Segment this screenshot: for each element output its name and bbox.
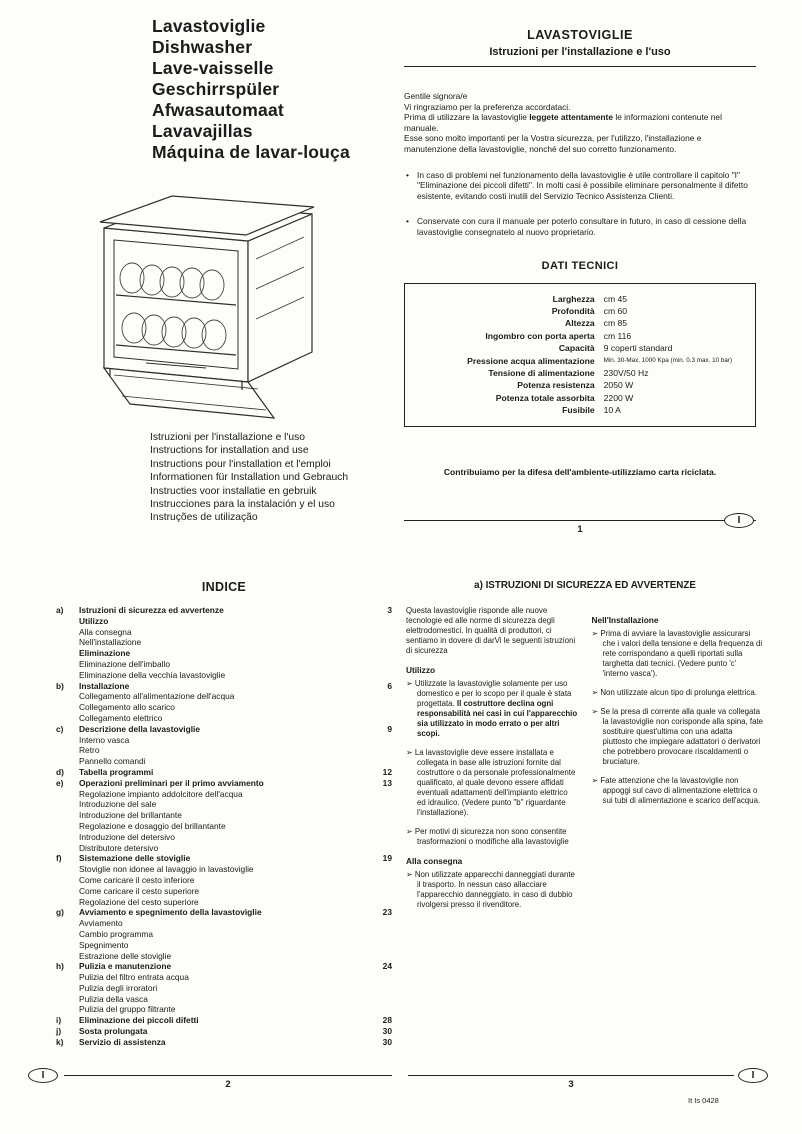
index-page-number <box>370 637 392 648</box>
tech-data-box <box>404 283 756 427</box>
index-letter <box>56 843 79 854</box>
circled-i-badge-1: I <box>724 513 754 528</box>
cover-caption-line: Instructions pour l'installation et l'emploi <box>150 458 331 470</box>
tech-label: Larghezza <box>552 293 595 304</box>
index-row <box>56 875 392 886</box>
index-page-number <box>370 864 392 875</box>
index-letter <box>56 972 79 983</box>
cover-title-line: Máquina de lavar-louça <box>152 142 350 162</box>
page1-header <box>404 12 756 67</box>
index-letter <box>56 616 79 627</box>
index-entry-text: Sistemazione delle stoviglie <box>79 853 191 864</box>
index-row <box>56 616 392 627</box>
tech-data-row <box>411 367 749 379</box>
index-letter <box>56 745 79 756</box>
index-letter <box>56 756 79 767</box>
circled-i-badge-3: I <box>738 1068 768 1083</box>
safety-item <box>592 629 765 679</box>
index-page-number <box>370 1004 392 1015</box>
index-row <box>56 648 392 659</box>
text-segment: le informazioni contenute nel manuale. <box>404 112 722 133</box>
safety-item <box>592 707 765 767</box>
bullet-item <box>404 216 756 237</box>
index-page-number <box>370 745 392 756</box>
index-page-number: 23 <box>382 907 392 918</box>
index-letter <box>56 821 79 832</box>
bullet-list <box>404 170 756 238</box>
index-letter <box>56 637 79 648</box>
text-segment: Vi ringraziamo per la preferenza accordataci. <box>404 101 571 112</box>
index-entry-text: Servizio di assistenza <box>79 1036 166 1047</box>
index-row <box>56 1026 392 1037</box>
index-page-number <box>370 918 392 929</box>
index-row <box>56 713 392 724</box>
page2-footer-rule <box>64 1075 392 1076</box>
index-row <box>56 691 392 702</box>
index-page-number <box>370 821 392 832</box>
arrow-icon: ➢ <box>406 827 415 836</box>
index-page-number: 9 <box>387 723 392 734</box>
bullet-item <box>404 170 756 202</box>
index-row <box>56 659 392 670</box>
index-letter <box>56 735 79 746</box>
tech-rows <box>411 293 749 417</box>
index-entry-text: Eliminazione della vecchia lavastoviglie <box>79 669 226 680</box>
index-letter: d) <box>56 766 64 777</box>
text-segment: Il costruttore declina ogni responsabilità nei casi in cui l'apparecchio sia utilizzato in modo errato o per altri scopi. <box>417 699 578 738</box>
intro-line <box>404 91 756 102</box>
text-segment: Prima di avviare la lavastoviglie assicurarsi che i valori della tensione e della frequenza di rete corrispondano a quelli riportati sulla targhetta dati tecnici. (Vedere punto 'c' 'interno vasca'). <box>600 629 763 678</box>
text-segment: Questa lavastoviglie risponde alle nuove tecnologie ed alle norme di sicurezza degli elettrodomestici. In qualità di produttori, ci sentiamo in dovere di darVi le seguenti istruzioni di sicurezza <box>406 606 576 655</box>
arrow-icon: ➢ <box>406 679 415 688</box>
index-entry-text: Pulizia e manutenzione <box>79 961 172 972</box>
index-letter <box>56 702 79 713</box>
cover-title-line: Lavastoviglie <box>152 16 266 36</box>
index-page-number <box>370 929 392 940</box>
index-page-number: 6 <box>387 680 392 691</box>
cover-caption-line: Instruções de utilização <box>150 512 258 524</box>
index-row <box>56 799 392 810</box>
index-row <box>56 735 392 746</box>
tech-value: cm 45 <box>603 293 628 304</box>
text-segment: leggete attentamente <box>529 112 613 123</box>
index-entry-text: Utilizzo <box>79 615 109 626</box>
index-row <box>56 853 392 864</box>
index-row <box>56 745 392 756</box>
index-letter <box>56 940 79 951</box>
index-page-number <box>370 670 392 681</box>
cover-caption-line: Instrucciones para la instalación y el uso <box>150 499 335 511</box>
tech-data-row <box>411 355 749 367</box>
safety-item <box>592 776 765 806</box>
index-row <box>56 1015 392 1026</box>
cover-title-line: Dishwasher <box>152 37 253 57</box>
index-page-number <box>370 659 392 670</box>
index-title: INDICE <box>201 580 247 594</box>
tech-label: Potenza totale assorbita <box>495 392 595 403</box>
tech-value: cm 85 <box>603 318 628 329</box>
index-row <box>56 897 392 908</box>
print-code: It Is 0428 <box>688 1096 719 1105</box>
index-letter <box>56 789 79 800</box>
index-row <box>56 832 392 843</box>
tech-value: 230V/50 Hz <box>603 367 649 378</box>
tech-data-row <box>411 305 749 317</box>
index-row <box>56 681 392 692</box>
page-3 <box>406 580 764 919</box>
index-row <box>56 972 392 983</box>
tech-value: Min. 30-Max. 1000 Kpa (min. 0.3 max. 10 bar) <box>603 356 733 364</box>
arrow-icon: ➢ <box>406 870 415 879</box>
safety-item <box>406 827 579 847</box>
tech-data-row <box>411 404 749 416</box>
index-page-number: 3 <box>387 605 392 615</box>
index-page-number <box>370 832 392 843</box>
tech-data-row <box>411 342 749 354</box>
page1-subtitle: Istruzioni per l'installazione e l'uso <box>489 46 671 58</box>
index-entry-text: Pannello comandi <box>79 756 146 767</box>
index-letter <box>56 659 79 670</box>
index-letter <box>56 810 79 821</box>
index-letter <box>56 994 79 1005</box>
index-letter: f) <box>56 853 62 864</box>
index-entry-text: Nell'installazione <box>79 637 142 648</box>
safety-col-1 <box>406 606 579 919</box>
index-letter <box>56 670 79 681</box>
index-page-number <box>370 886 392 897</box>
page3-footer-rule <box>408 1075 734 1076</box>
index-page-number: 24 <box>382 961 392 972</box>
text-segment: Non utilizzate alcun tipo di prolunga elettrica. <box>600 688 757 697</box>
index-row <box>56 940 392 951</box>
safety-subheading: Utilizzo <box>406 665 436 675</box>
tech-label: Potenza resistenza <box>517 380 595 391</box>
index-entry-text: Distributore detersivo <box>79 842 159 853</box>
text-segment: Prima di utilizzare la lavastoviglie <box>404 112 530 123</box>
index-page-number: 19 <box>382 853 392 864</box>
safety-columns <box>406 606 764 919</box>
index-letter: k) <box>56 1036 64 1047</box>
index-page-number <box>370 875 392 886</box>
bullet-text: Conservate con cura il manuale per poterlo consultare in futuro, in caso di cessione della lavastoviglie consegnatelo al nuovo proprietario. <box>417 216 747 237</box>
index-entry-text: Eliminazione dei piccoli difetti <box>79 1015 199 1026</box>
index-page-number <box>370 756 392 767</box>
index-entry-text: Introduzione del brillantante <box>79 810 182 821</box>
cover-caption-line: Istruzioni per l'installazione e l'uso <box>150 432 306 443</box>
index-row <box>56 961 392 972</box>
index-page-number <box>370 648 392 659</box>
cover-caption-line: Informationen für Installation und Gebrauch <box>150 472 349 484</box>
index-page-number <box>370 702 392 713</box>
index-row <box>56 767 392 778</box>
index-letter: h) <box>56 961 64 972</box>
tech-label: Profondità <box>551 305 595 316</box>
tech-data-row <box>411 293 749 305</box>
index-row <box>56 789 392 800</box>
index-entry-text: Introduzione del sale <box>79 799 157 810</box>
index-row <box>56 1037 392 1048</box>
safety-item <box>406 679 579 739</box>
index-row <box>56 605 392 616</box>
dishwasher-illustration <box>76 156 344 428</box>
bullet-dot-icon: • <box>406 216 409 227</box>
index-entry-text: Operazioni preliminari per il primo avviamento <box>79 777 264 788</box>
index-letter: e) <box>56 777 64 788</box>
index-letter: i) <box>56 1015 62 1026</box>
cover-title-line: Afwasautomaat <box>152 100 284 120</box>
index-row <box>56 724 392 735</box>
index-entry-text: Cambio programma <box>79 928 154 939</box>
index-letter <box>56 1004 79 1015</box>
page3-number: 3 <box>568 1079 574 1090</box>
index-row <box>56 1004 392 1015</box>
index-letter: a) <box>56 605 64 615</box>
index-letter <box>56 713 79 724</box>
index-entry-text: Come caricare il cesto superiore <box>79 885 200 896</box>
index-entry-text: Sosta prolungata <box>79 1026 148 1037</box>
page2-number: 2 <box>225 1079 231 1090</box>
index-letter <box>56 799 79 810</box>
index-page-number <box>370 616 392 627</box>
tech-value: cm 116 <box>603 330 632 341</box>
index-letter: b) <box>56 680 64 691</box>
index-entry-text: Pulizia del filtro entrata acqua <box>79 972 189 983</box>
page1-footer-rule <box>404 520 756 521</box>
page1-number: 1 <box>577 524 583 535</box>
index-row <box>56 864 392 875</box>
cover-title-line: Geschirrspüler <box>152 79 280 99</box>
index-letter: j) <box>56 1026 62 1037</box>
arrow-icon: ➢ <box>591 688 601 697</box>
index-letter <box>56 897 79 908</box>
index-page-number <box>370 843 392 854</box>
index-row <box>56 994 392 1005</box>
tech-data-title: DATI TECNICI <box>541 259 619 272</box>
index-letter <box>56 929 79 940</box>
index-page-number <box>370 627 392 638</box>
index-entry-text: Avviamento <box>79 918 123 929</box>
index-entry-text: Regolazione del cesto superiore <box>79 896 199 907</box>
index-entry-text: Interno vasca <box>79 734 130 745</box>
index-page-number: 28 <box>382 1015 392 1026</box>
safety-subheading: Alla consegna <box>406 856 463 866</box>
cover-captions <box>150 431 348 525</box>
bullet-text: In caso di problemi nel funzionamento della lavastoviglie è utile controllare il capitolo "I" "Eliminazione dei piccoli difetti". In molti casi è possibile eliminare personalmente il difetto esistente, evitando costi inutili del Servizio Tecnico Assistenza Clienti. <box>417 169 748 201</box>
text-segment: Per motivi di sicurezza non sono consentite trasformazioni o modifiche alla lavastoviglie <box>414 827 569 846</box>
index-entry-text: Pulizia della vasca <box>79 993 148 1004</box>
index-entry-text: Come caricare il cesto inferiore <box>79 874 195 885</box>
index-letter <box>56 648 79 659</box>
tech-value: 10 A <box>603 405 621 416</box>
index-page-number <box>370 940 392 951</box>
text-segment: Non utilizzate apparecchi danneggiati durante il trasporto. In nessun caso allacciare l'apparecchio danneggiato. in caso di dubbio rivolgersi presso il rivenditore. <box>414 870 575 909</box>
tech-label: Fusibile <box>562 405 595 416</box>
index-row <box>56 702 392 713</box>
tech-value: cm 60 <box>603 305 628 316</box>
intro-text <box>404 91 756 155</box>
cover-title-line: Lavavajillas <box>152 121 253 141</box>
index-letter <box>56 951 79 962</box>
index-entry-text: Alla consegna <box>79 626 132 637</box>
index-page-number <box>370 713 392 724</box>
index-page-number: 12 <box>382 766 392 777</box>
index-letter <box>56 832 79 843</box>
index-row <box>56 627 392 638</box>
index-row <box>56 951 392 962</box>
index-row <box>56 670 392 681</box>
index-entry-text: Eliminazione <box>79 648 131 659</box>
index-letter <box>56 918 79 929</box>
index-entry-text: Avviamento e spegnimento della lavastoviglie <box>79 907 262 918</box>
index-entry-text: Retro <box>79 745 100 756</box>
index-entry-text: Istruzioni di sicurezza ed avvertenze <box>79 605 224 615</box>
index-list <box>56 605 392 1048</box>
index-row <box>56 756 392 767</box>
tech-label: Pressione acqua alimentazione <box>467 355 595 366</box>
index-entry-text: Collegamento all'alimentazione dell'acqua <box>79 691 235 702</box>
index-entry-text: Eliminazione dell'imballo <box>79 658 170 669</box>
arrow-icon: ➢ <box>591 629 601 638</box>
safety-item <box>406 870 579 910</box>
bullet-dot-icon: • <box>406 169 409 180</box>
tech-label: Tensione di alimentazione <box>488 367 595 378</box>
cover-caption-line: Instructions for installation and use <box>150 445 309 457</box>
cover-titles <box>152 16 350 163</box>
index-page-number <box>370 897 392 908</box>
index-page-number: 30 <box>382 1036 392 1047</box>
index-page-number <box>370 789 392 800</box>
cover-title-line: Lave-vaisselle <box>152 58 274 78</box>
index-page-number <box>370 735 392 746</box>
index-entry-text: Collegamento elettrico <box>79 712 163 723</box>
safety-section-title: a) ISTRUZIONI DI SICUREZZA ED AVVERTENZE <box>474 580 696 591</box>
index-page-number <box>370 810 392 821</box>
index-row <box>56 907 392 918</box>
index-entry-text: Estrazione delle stoviglie <box>79 950 172 961</box>
page-2 <box>56 580 392 1048</box>
tech-data-row <box>411 317 749 329</box>
text-segment: Gentile signora/e <box>404 91 468 101</box>
safety-col-2 <box>592 606 765 919</box>
tech-value: 9 coperti standard <box>603 343 673 354</box>
tech-label: Capacità <box>558 343 595 354</box>
tech-value: 2200 W <box>603 392 634 403</box>
index-entry-text: Regolazione impianto addolcitore dell'acqua <box>79 788 243 799</box>
index-letter <box>56 627 79 638</box>
arrow-icon: ➢ <box>406 748 415 757</box>
index-entry-text: Stoviglie non idonee al lavaggio in lavastoviglie <box>79 864 254 875</box>
safety-item <box>592 688 765 698</box>
tech-value: 2050 W <box>603 380 634 391</box>
circled-i-badge-2: I <box>28 1068 58 1083</box>
page-1 <box>404 12 756 477</box>
intro-line <box>404 133 756 154</box>
index-page-number <box>370 994 392 1005</box>
index-page-number: 30 <box>382 1026 392 1037</box>
index-entry-text: Descrizione della lavastoviglie <box>79 723 201 734</box>
index-entry-text: Pulizia del gruppo filtrante <box>79 1004 176 1015</box>
index-row <box>56 778 392 789</box>
index-entry-text: Installazione <box>79 680 130 691</box>
index-page-number <box>370 983 392 994</box>
index-letter <box>56 691 79 702</box>
intro-line <box>404 102 756 113</box>
index-letter: c) <box>56 723 64 734</box>
eco-note: Contribuiamo per la difesa dell'ambiente-utilizziamo carta riciclata. <box>443 466 717 477</box>
index-entry-text: Pulizia degli irroratori <box>79 982 158 993</box>
index-letter: g) <box>56 907 64 918</box>
index-letter <box>56 864 79 875</box>
index-letter <box>56 886 79 897</box>
index-entry-text: Spegnimento <box>79 939 129 950</box>
index-entry-text: Introduzione del detersivo <box>79 831 175 842</box>
safety-subheading: Nell'Installazione <box>591 615 659 625</box>
index-letter <box>56 983 79 994</box>
index-page-number <box>370 972 392 983</box>
text-segment: Utilizzate la lavastoviglie solamente per uso domestico e per lo scopo per il quale è stata progettata. <box>414 679 572 708</box>
safety-item <box>406 748 579 818</box>
index-page-number <box>370 691 392 702</box>
tech-data-row <box>411 379 749 391</box>
text-segment: La lavastoviglie deve essere installata e collegata in base alle istruzioni fornite dal costruttore o da personale professionalmente qualificato, al quale devono essere affidati eventuali adattamenti dell'impianto elettrico ed idraulico. (Vedere punto "b" riguardante l'installazione). <box>414 748 576 817</box>
index-row <box>56 918 392 929</box>
index-page-number <box>370 799 392 810</box>
arrow-icon: ➢ <box>591 776 601 785</box>
tech-data-row <box>411 392 749 404</box>
tech-data-row <box>411 330 749 342</box>
text-segment: Esse sono molto importanti per la Vostra sicurezza, per l'utilizzo, l'installazione e manutenzione della lavastoviglie, nonché del suo corretto funzionamento. <box>404 133 702 154</box>
index-row <box>56 843 392 854</box>
index-row <box>56 637 392 648</box>
index-row <box>56 810 392 821</box>
index-letter <box>56 875 79 886</box>
intro-line <box>404 112 756 133</box>
arrow-icon: ➢ <box>591 707 601 716</box>
tech-label: Altezza <box>565 318 595 329</box>
index-entry-text: Collegamento allo scarico <box>79 702 175 713</box>
index-entry-text: Tabella programmi <box>79 766 154 777</box>
index-row <box>56 886 392 897</box>
index-page-number <box>370 951 392 962</box>
index-page-number: 13 <box>382 777 392 788</box>
cover-caption-line: Instructies voor installatie en gebruik <box>150 485 317 497</box>
page1-title: LAVASTOVIGLIE <box>527 28 633 42</box>
index-row <box>56 929 392 940</box>
safety-paragraph <box>406 606 579 656</box>
text-segment: Fate attenzione che la lavastoviglie non appoggi sul cavo di alimentazione elettrica o sui tubi di alimentazione e scarico dell'acqua. <box>600 776 761 805</box>
index-entry-text: Regolazione e dosaggio del brillantante <box>79 820 226 831</box>
text-segment: Se la presa di corrente alla quale va collegata la lavastoviglie non corisponde alla spina, fate sostituire quest'ultima con una adatta piuttosto che impiegare adattatori o derivatori che potrebbero provocare riscaldamenti o bruciature. <box>600 707 764 766</box>
index-row <box>56 821 392 832</box>
index-row <box>56 983 392 994</box>
tech-label: Ingombro con porta aperta <box>485 330 595 341</box>
